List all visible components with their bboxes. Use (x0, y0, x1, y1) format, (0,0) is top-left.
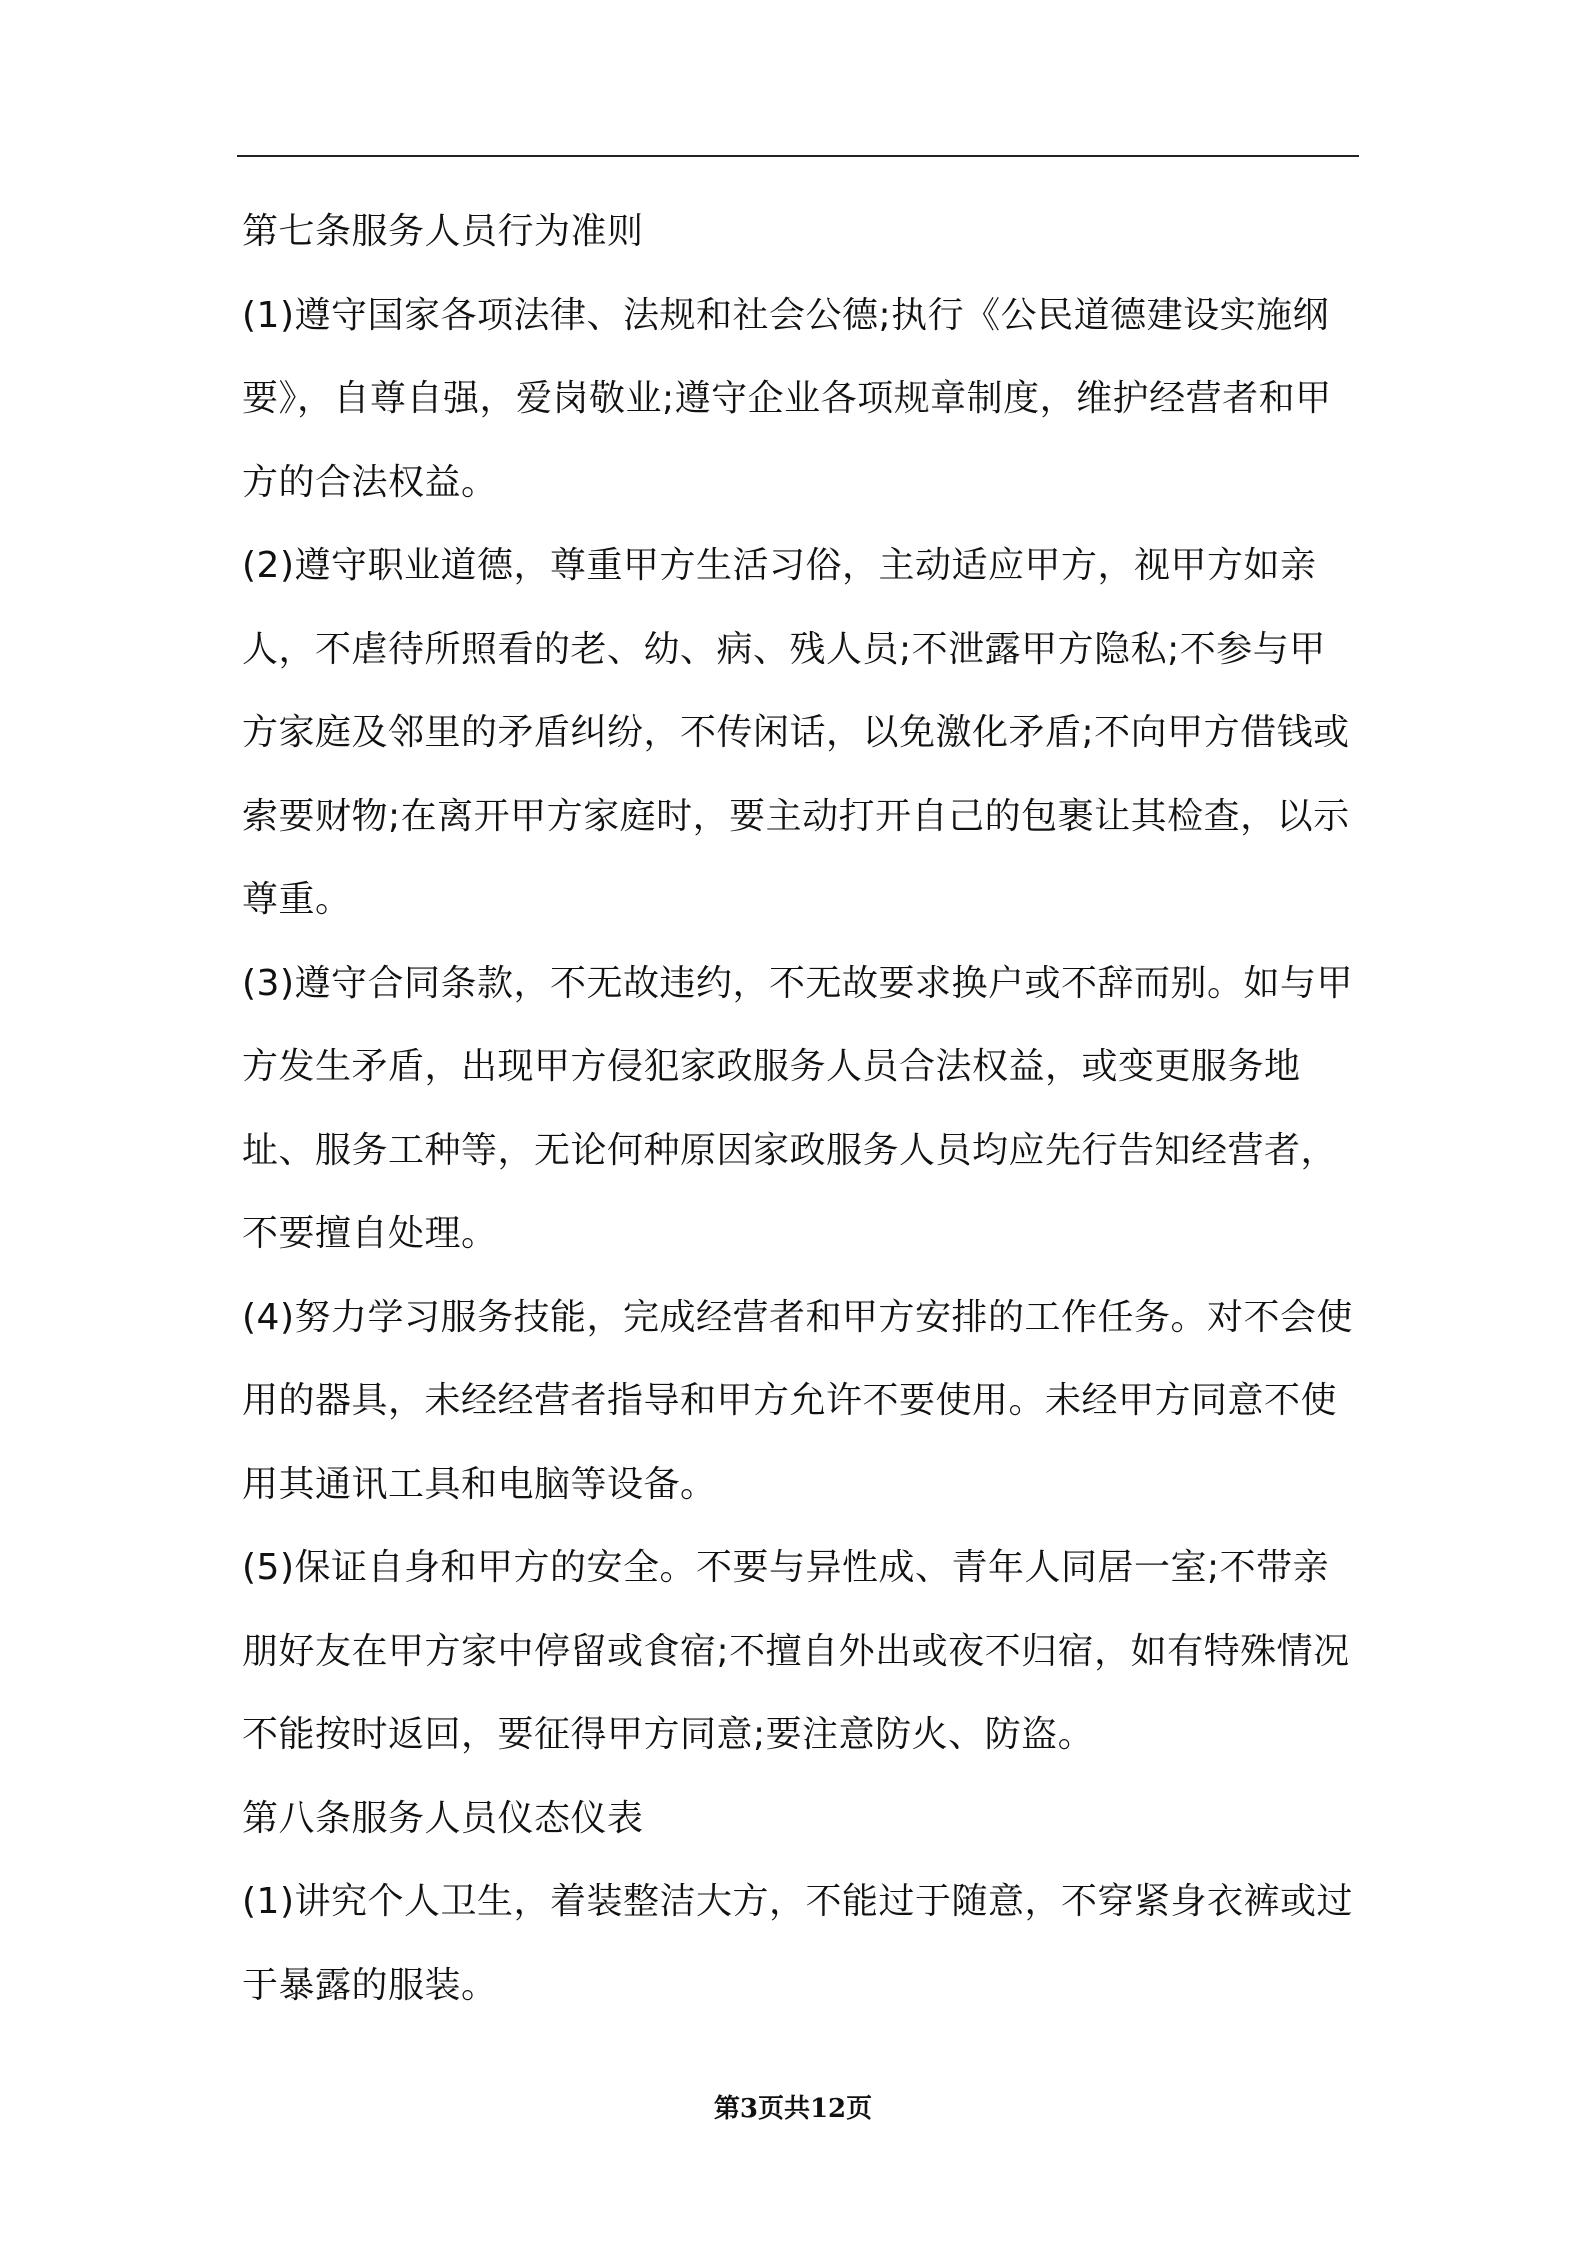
paragraph-item-4: (4)努力学习服务技能，完成经营者和甲方安排的工作任务。对不会使用的器具，未经经营者指导和甲方允许不要使用。未经甲方同意不使用其通讯工具和电脑等设备。 (242, 1296, 1353, 1505)
paragraph-item-3: (3)遵守合同条款，不无故违约，不无故要求换户或不辞而别。如与甲方发生矛盾，出现甲方侵犯家政服务人员合法权益，或变更服务地址、服务工种等，无论何种原因家政服务人员均应先行告知经营者，不要擅自处理。 (242, 962, 1353, 1254)
paragraph-item-6: (1)讲究个人卫生，着装整洁大方，不能过于随意，不穿紧身衣裤或过于暴露的服装。 (242, 1881, 1353, 2006)
paragraph-item-2: (2)遵守职业道德，尊重甲方生活习俗，主动适应甲方，视甲方如亲人，不虐待所照看的老、幼、病、残人员;不泄露甲方隐私;不参与甲方家庭及邻里的矛盾纠纷，不传闲话，以免激化矛盾;不向甲方借钱或索要财物;在离开甲方家庭时，要主动打开自己的包裹让其检查，以示尊重。 (242, 545, 1350, 920)
paragraph-item-1: (1)遵守国家各项法律、法规和社会公德;执行《公民道德建设实施纲要》，自尊自强，爱岗敬业;遵守企业各项规章制度，维护经营者和甲方的合法权益。 (242, 294, 1332, 503)
section-heading-article-8: 第八条服务人员仪态仪表 (242, 1797, 644, 1839)
document-body (242, 190, 1362, 2027)
page-number: 第3页共12页 (713, 2094, 873, 2124)
paragraph-item-5: (5)保证自身和甲方的安全。不要与异性成、青年人同居一室;不带亲朋好友在甲方家中停留或食宿;不擅自外出或夜不归宿，如有特殊情况不能按时返回，要征得甲方同意;要注意防火、防盗。 (242, 1547, 1350, 1755)
header-rule (237, 155, 1359, 157)
section-heading-article-7: 第七条服务人员行为准则 (242, 211, 644, 252)
